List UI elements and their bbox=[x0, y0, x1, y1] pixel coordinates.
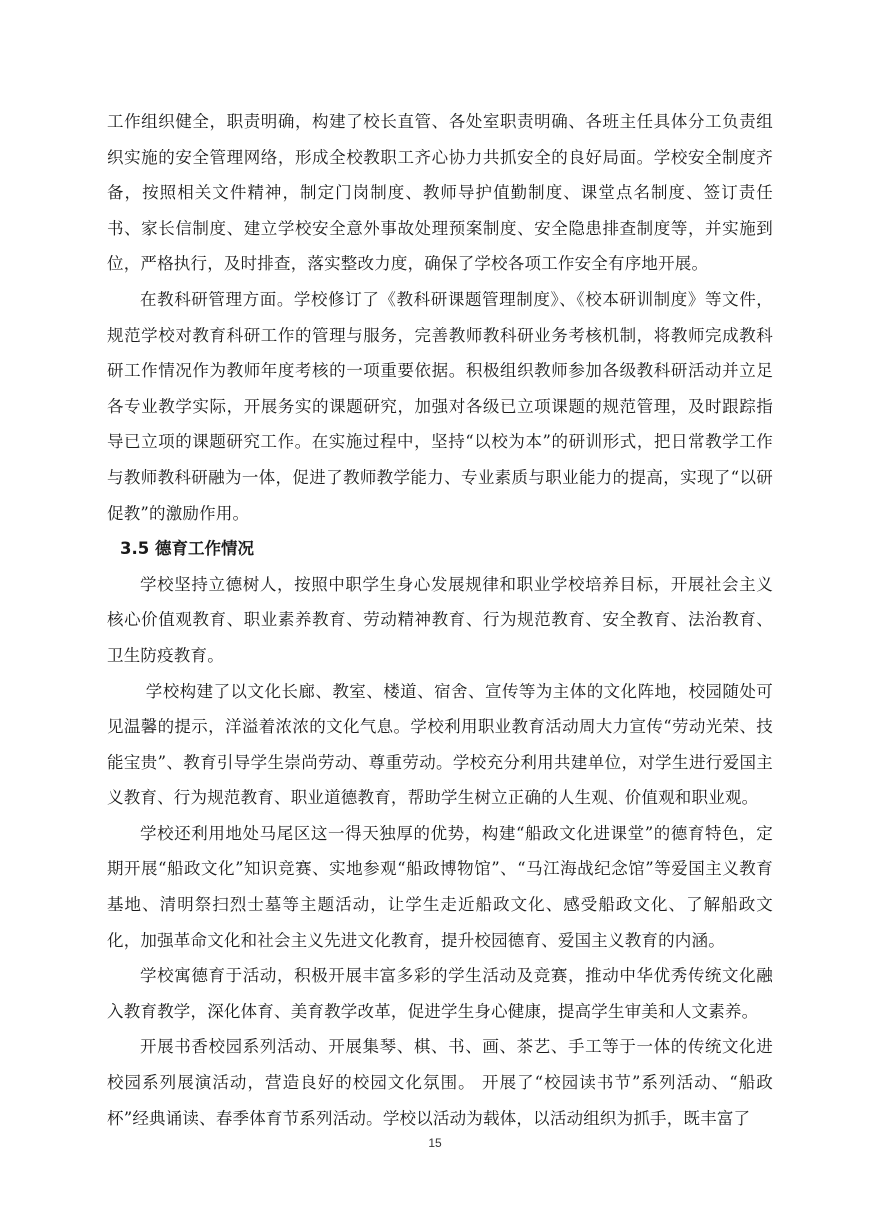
paragraph-campus-culture: 开展书香校园系列活动、开展集琴、棋、书、画、茶艺、手工等于一体的传统文化进校园系列展演活动，营造良好的校园文化氛围。 开展了“校园读书节”系列活动、“船政杯”经典诵读、春季体育节系列活动。学校以活动为载体，以活动组织为抓手，既丰富了 bbox=[107, 1037, 773, 1128]
page-number: 15 bbox=[428, 1136, 442, 1150]
paragraph-culture-position: 学校构建了以文化长廊、教室、楼道、宿舍、宣传等为主体的文化阵地，校园随处可见温馨的提示，洋溢着浓浓的文化气息。学校利用职业教育活动周大力宣传“劳动光荣、技能宝贵”、教育引导学生崇尚劳动、尊重劳动。学校充分利用共建单位，对学生进行爱国主义教育、行为规范教育、职业道德教育，帮助学生树立正确的人生观、价值观和职业观。 bbox=[107, 681, 773, 808]
paragraph-research-management: 在教科研管理方面。学校修订了《教科研课题管理制度》、《校本研训制度》等文件，规范学校对教育科研工作的管理与服务，完善教师教科研业务考核机制，将教师完成教科研工作情况作为教师年度考核的一项重要依据。积极组织教师参加各级教科研活动并立足各专业教学实际，开展务实的课题研究，加强对各级已立项课题的规范管理，及时跟踪指导已立项的课题研究工作。在实施过程中，坚持“以校为本”的研训形式，把日常教学工作与教师教科研融为一体，促进了教师教学能力、专业素质与职业能力的提高，实现了“以研促教”的激励作用。 bbox=[107, 289, 773, 523]
paragraph-safety-management: 工作组织健全，职责明确，构建了校长直管、各处室职责明确、各班主任具体分工负责组织实施的安全管理网络，形成全校教职工齐心协力共抓安全的良好局面。学校安全制度齐备，按照相关文件精神，制定门岗制度、教师导护值勤制度、课堂点名制度、签订责任书、家长信制度、建立学校安全意外事故处理预案制度、安全隐患排查制度等，并实施到位，严格执行，及时排查，落实整改力度，确保了学校各项工作安全有序地开展。 bbox=[107, 112, 773, 274]
section-heading: 3.5 德育工作情况 bbox=[120, 539, 254, 559]
page-body bbox=[107, 104, 773, 1136]
paragraph-moral-education: 学校坚持立德树人，按照中职学生身心发展规律和职业学校培养目标，开展社会主义核心价值观教育、职业素养教育、劳动精神教育、行为规范教育、安全教育、法治教育、卫生防疫教育。 bbox=[107, 574, 773, 665]
paragraph-activities: 学校寓德育于活动，积极开展丰富多彩的学生活动及竞赛，推动中华优秀传统文化融入教育教学，深化体育、美育教学改革，促进学生身心健康，提高学生审美和人文素养。 bbox=[107, 966, 773, 1021]
paragraph-shipping-culture: 学校还利用地处马尾区这一得天独厚的优势，构建“船政文化进课堂”的德育特色，定期开展“船政文化”知识竞赛、实地参观“船政博物馆”、“马江海战纪念馆”等爱国主义教育基地、清明祭扫烈士墓等主题活动，让学生走近船政文化、感受船政文化、了解船政文化，加强革命文化和社会主义先进文化教育，提升校园德育、爱国主义教育的内涵。 bbox=[107, 823, 773, 950]
